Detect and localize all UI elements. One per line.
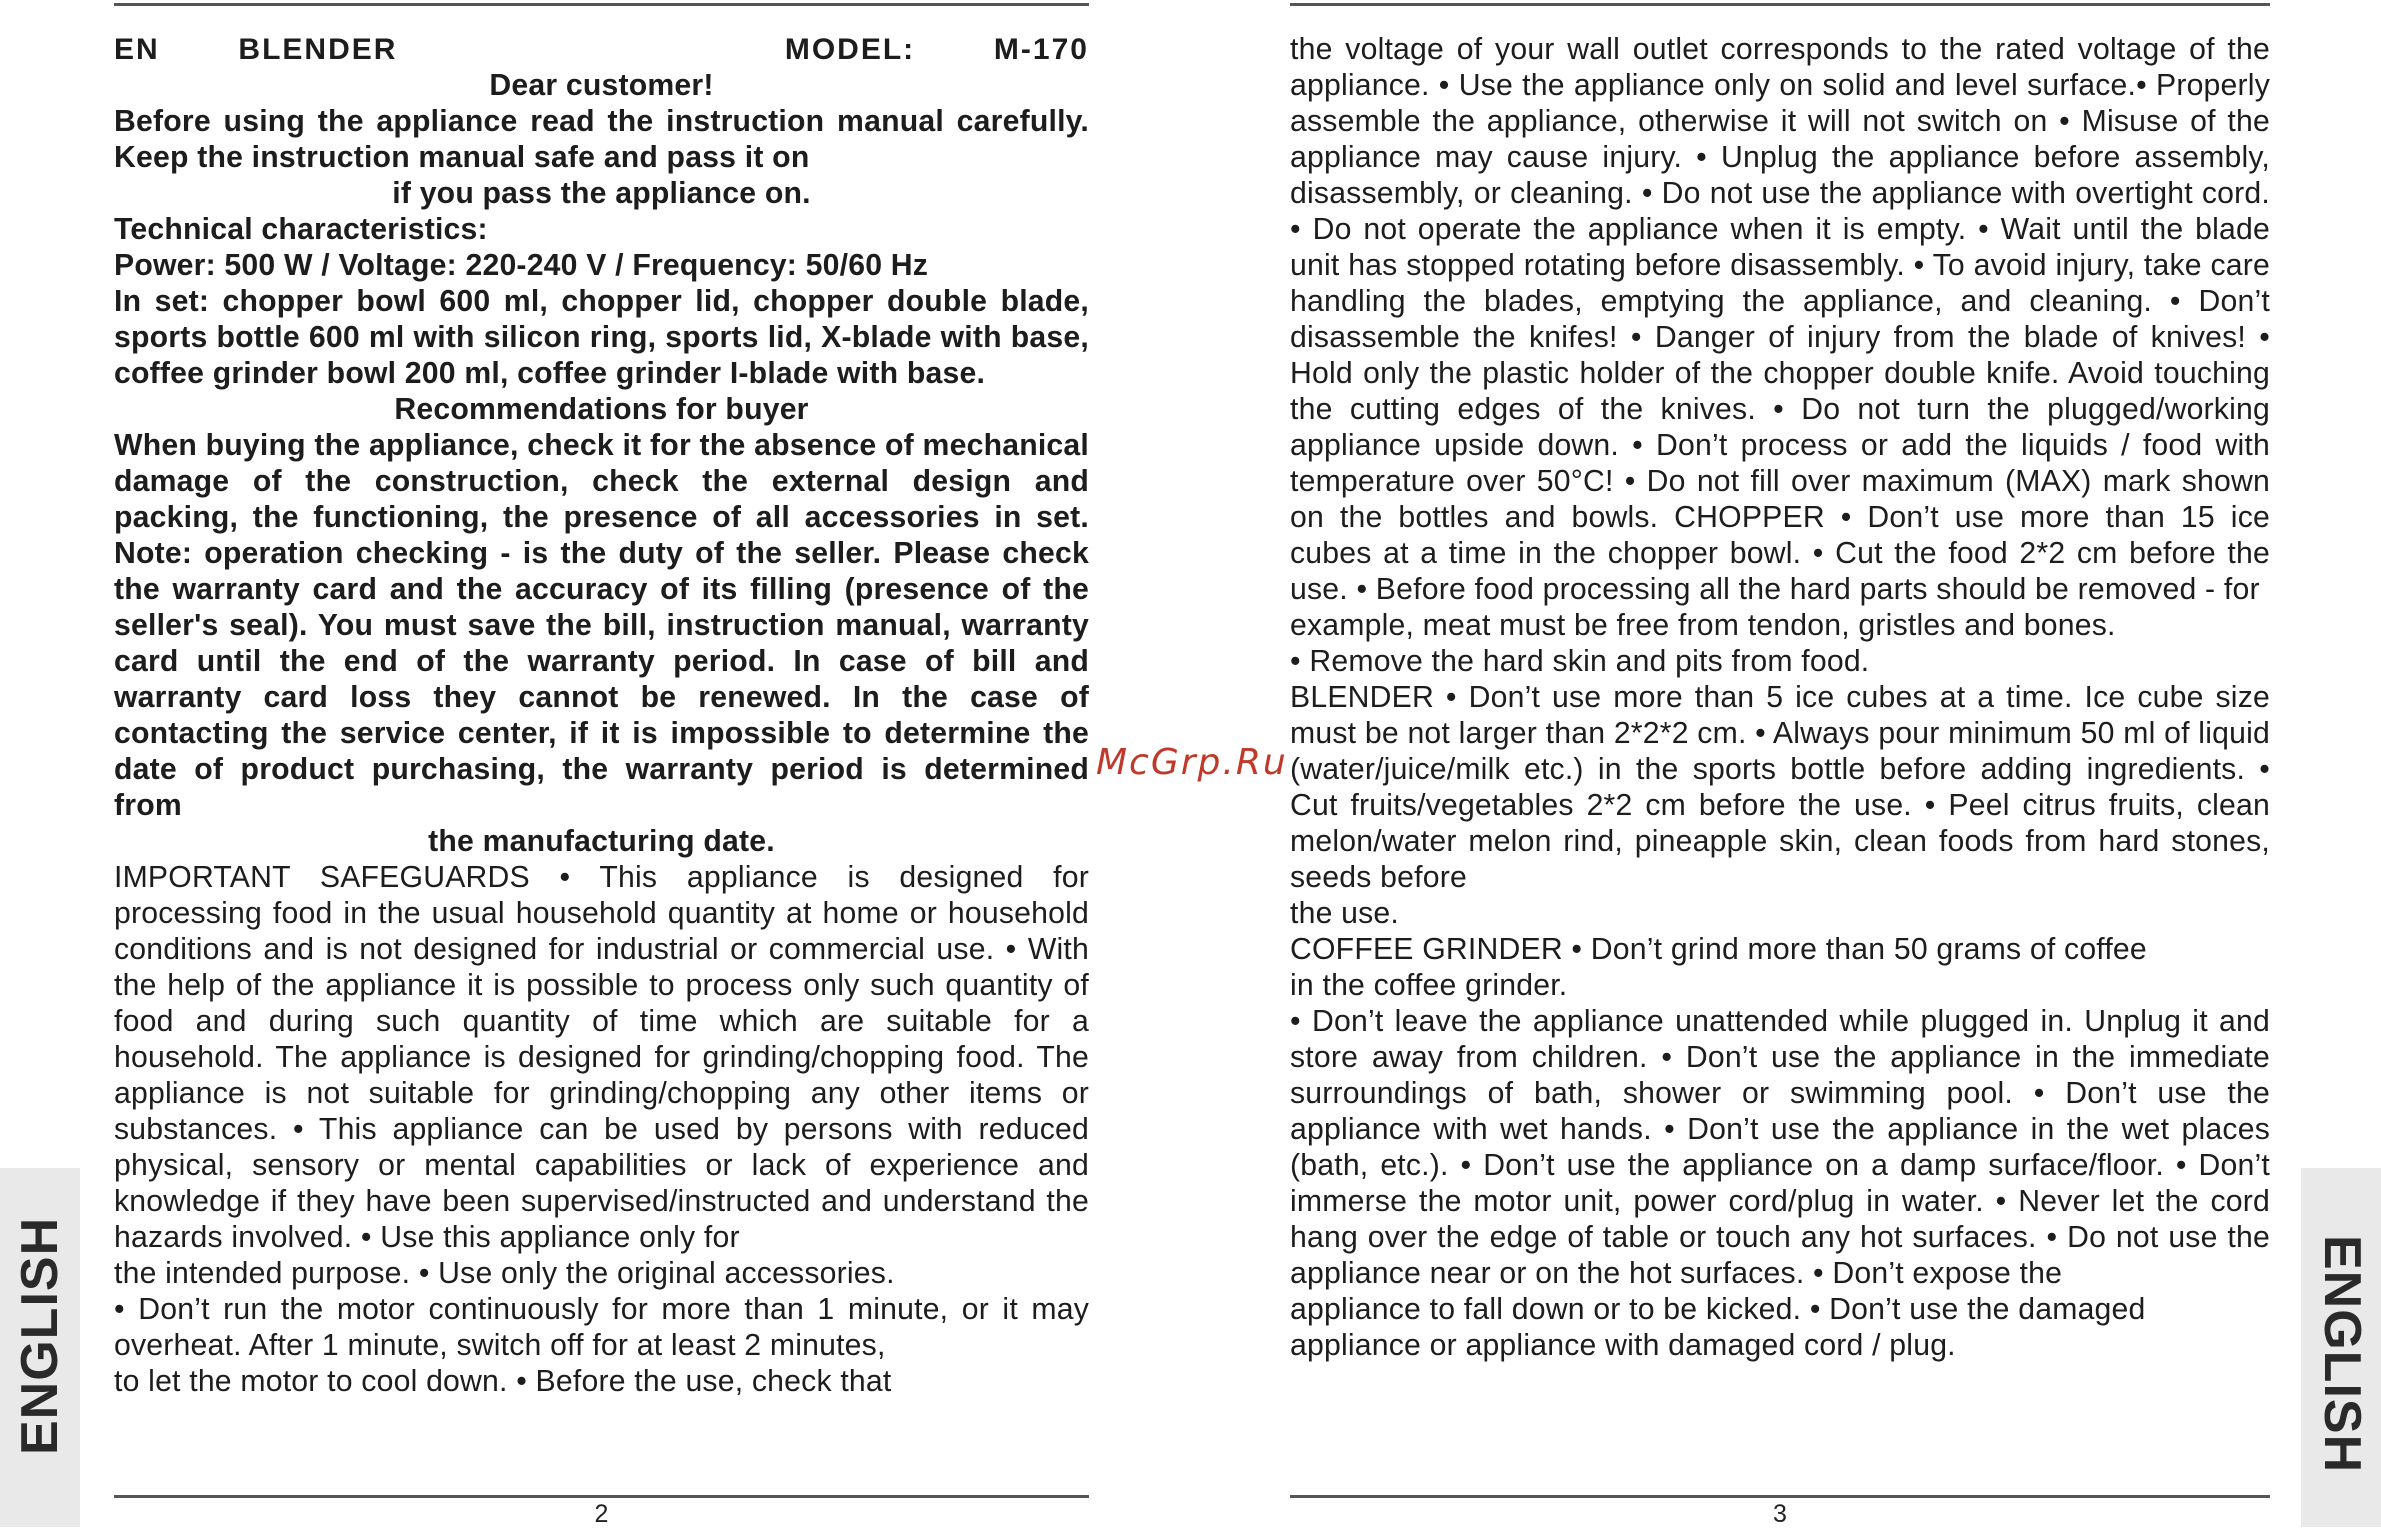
top-rule xyxy=(1290,3,2270,6)
language-code: EN xyxy=(114,33,160,66)
page-number: 3 xyxy=(1773,1500,1787,1528)
left-page-text xyxy=(114,32,1089,1400)
blender-paragraph: BLENDER • Don’t use more than 5 ice cubes at a time. Ice cube size must be not larger than 2*2*2 cm. • Always pour minimum 50 ml of liquid (water/juice/milk etc.) in the sports bottle before adding ingredients. • Cut fruits/vegetables 2*2 cm before the use. • Peel citrus fruits, clean melon/water melon rind, pineapple skin, clean foods from hard stones, seeds before xyxy=(1290,681,2270,894)
safeguards-paragraph: IMPORTANT SAFEGUARDS • This appliance is designed for processing food in the usual household quantity at home or household conditions and is not designed for industrial or commercial use. • With the help of the appliance it is possible to process only such quantity of food and during such quantity of time which are suitable for a household. The appliance is designed for grinding/chopping food. The appliance is not suitable for grinding/chopping any other items or substances. • This appliance can be used by persons with reduced physical, sensory or mental capabilities or lack of experience and knowledge if they have been supervised/instructed and understand the hazards involved. • Use this appliance only for xyxy=(114,861,1089,1254)
motor-paragraph: • Don’t run the motor continuously for more than 1 minute, or it may overheat. After 1 minute, switch off for at least 2 minutes, xyxy=(114,1293,1089,1362)
unattended-paragraph: • Don’t leave the appliance unattended while plugged in. Unplug it and store away from children. • Don’t use the appliance in the immediate surroundings of bath, shower or swimming pool. • Don’t use the appliance with wet hands. • Don’t use the appliance in the wet places (bath, etc.). • Don’t use the appliance on a damp surface/floor. • Don’t immerse the motor unit, power cord/plug in water. • Never let the cord hang over the edge of table or touch any hot surfaces. • Do not use the appliance near or on the hot surfaces. • Don’t expose the xyxy=(1290,1005,2270,1290)
left-language-label: ENGLISH xyxy=(11,1216,69,1455)
blender-end: the use. xyxy=(1290,897,1400,930)
model-label: MODEL: xyxy=(784,33,916,66)
safeguards-end: the intended purpose. • Use only the original accessories. xyxy=(114,1257,895,1290)
tech-power: Power: 500 W / Voltage: 220-240 V / Frequency: 50/60 Hz xyxy=(114,249,929,282)
bottom-rule xyxy=(114,1495,1089,1498)
right-language-label: ENGLISH xyxy=(2313,1235,2371,1474)
greeting: Dear customer! xyxy=(489,69,714,102)
unattended-end: appliance to fall down or to be kicked. • Don’t use the damaged appliance or appliance with damaged cord / plug. xyxy=(1290,1293,2146,1362)
motor-end: to let the motor to cool down. • Before the use, check that xyxy=(114,1365,892,1398)
right-page xyxy=(1290,0,2270,1527)
intro-paragraph-end: if you pass the appliance on. xyxy=(392,177,811,210)
recommendations-end: the manufacturing date. xyxy=(428,825,775,858)
top-rule xyxy=(114,3,1089,6)
bottom-rule xyxy=(1290,1495,2270,1498)
product-name: BLENDER xyxy=(238,33,398,66)
tech-title: Technical characteristics: xyxy=(114,213,488,246)
right-page-text xyxy=(1290,32,2270,1364)
page-number: 2 xyxy=(594,1500,609,1528)
watermark: McGrp.Ru xyxy=(1096,742,1288,783)
intro-paragraph: Before using the appliance read the instruction manual carefully. Keep the instruction manual safe and pass it on xyxy=(114,105,1089,174)
coffee-grinder-end: in the coffee grinder. xyxy=(1290,969,1568,1002)
skin-line: • Remove the hard skin and pits from food. xyxy=(1290,645,1870,678)
left-page xyxy=(114,0,1089,1527)
coffee-grinder-paragraph: COFFEE GRINDER • Don’t grind more than 50 grams of coffee xyxy=(1290,933,2147,966)
general-safety-end: example, meat must be free from tendon, gristles and bones. xyxy=(1290,609,2116,642)
recommendations-title: Recommendations for buyer xyxy=(394,393,809,426)
general-safety-paragraph: the voltage of your wall outlet corresponds to the rated voltage of the appliance. • Use the appliance only on solid and level surface.• Properly assemble the appliance, otherwise it will not switch on • Misuse of the appliance may cause injury. • Unplug the appliance before assembly, disassembly, or cleaning. • Do not use the appliance with overtight cord. • Do not operate the appliance when it is empty. • Wait until the blade unit has stopped rotating before disassembly. • To avoid injury, take care handling the blades, emptying the appliance, and cleaning. • Don’t disassemble the knifes! • Danger of injury from the blade of knives! • Hold only the plastic holder of the chopper double knife. Avoid touching the cutting edges of the knives. • Do not turn the plugged/working appliance upside down. • Don’t process or add the liquids / food with temperature over 50°C! • Do not fill over maximum (MAX) mark shown on the bottles and bowls. CHOPPER • Don’t use more than 15 ice cubes at a time in the chopper bowl. • Cut the food 2*2 cm before the use. • Before food processing all the hard parts should be removed - for xyxy=(1290,33,2270,606)
tech-set: In set: chopper bowl 600 ml, chopper lid, chopper double blade, sports bottle 600 ml with silicon ring, sports lid, X-blade with base, coffee grinder bowl 200 ml, coffee grinder I-blade with base. xyxy=(114,285,1089,390)
document-header xyxy=(114,32,1089,68)
recommendations-body: When buying the appliance, check it for the absence of mechanical damage of the construction, check the external design and packing, the functioning, the presence of all accessories in set. Note: operation checking - is the duty of the seller. Please check the warranty card and the accuracy of its filling (presence of the seller's seal). You must save the bill, instruction manual, warranty card until the end of the warranty period. In case of bill and warranty card loss they cannot be renewed. In the case of contacting the service center, if it is impossible to determine the date of product purchasing, the warranty period is determined from xyxy=(114,429,1089,822)
model-number: M-170 xyxy=(993,33,1089,66)
